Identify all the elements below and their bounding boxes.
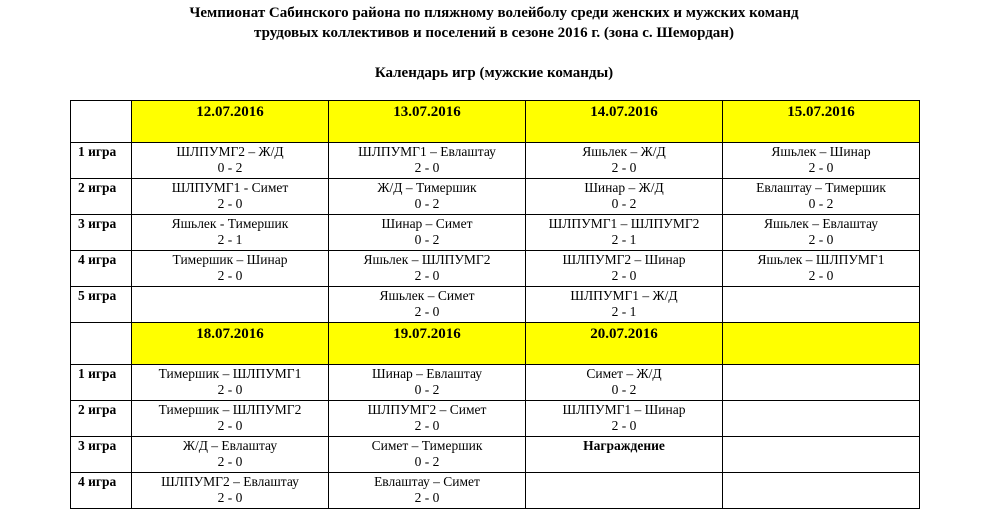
match-cell <box>526 437 723 473</box>
match-cell <box>723 401 920 437</box>
match-score: 0 - 2 <box>611 382 637 397</box>
match-teams: ШЛПУМГ2 – Ж/Д <box>176 144 284 159</box>
match-score: 2 - 0 <box>611 268 637 283</box>
match-score: 2 - 0 <box>217 382 243 397</box>
match-teams: Ж/Д – Евлаштау <box>182 438 278 453</box>
game-label: 1 игра <box>71 143 132 179</box>
match-cell <box>723 365 920 401</box>
match-score: 2 - 1 <box>611 304 637 319</box>
match-score: 2 - 0 <box>217 196 243 211</box>
game-label: 2 игра <box>71 401 132 437</box>
date-header: 20.07.2016 <box>526 323 723 365</box>
match-score: 0 - 2 <box>414 196 440 211</box>
game-row <box>71 251 920 287</box>
game-row <box>71 143 920 179</box>
match-teams: Яшьлек – ШЛПУМГ2 <box>363 252 491 267</box>
match-cell <box>723 143 920 179</box>
match-cell <box>723 287 920 323</box>
match-teams: ШЛПУМГ1 – Шинар <box>562 402 686 417</box>
match-score: 0 - 2 <box>414 232 440 247</box>
match-teams: Евлаштау – Тимершик <box>756 180 886 195</box>
match-score: 2 - 0 <box>414 160 440 175</box>
match-score: 2 - 1 <box>217 232 243 247</box>
match-score: 2 - 0 <box>808 160 834 175</box>
match-cell <box>329 251 526 287</box>
game-label: 1 игра <box>71 365 132 401</box>
game-row <box>71 437 920 473</box>
match-cell <box>723 437 920 473</box>
match-teams: ШЛПУМГ1 - Симет <box>171 180 289 195</box>
match-cell <box>329 437 526 473</box>
date-header: 15.07.2016 <box>723 101 920 143</box>
game-label: 5 игра <box>71 287 132 323</box>
match-teams: Шинар – Ж/Д <box>584 180 664 195</box>
match-cell <box>526 401 723 437</box>
match-score: 2 - 0 <box>414 418 440 433</box>
match-cell <box>526 365 723 401</box>
match-cell <box>132 365 329 401</box>
match-cell <box>526 251 723 287</box>
match-teams: ШЛПУМГ1 – ШЛПУМГ2 <box>548 216 700 231</box>
match-cell <box>329 401 526 437</box>
match-score: 2 - 0 <box>414 490 440 505</box>
match-cell <box>329 215 526 251</box>
game-label: 4 игра <box>71 473 132 509</box>
match-cell <box>723 179 920 215</box>
corner-cell <box>71 101 132 143</box>
match-teams: Яшьлек – Симет <box>379 288 475 303</box>
match-teams: Яшьлек – Евлаштау <box>763 216 879 231</box>
match-score: 2 - 0 <box>414 268 440 283</box>
match-teams: ШЛПУМГ1 – Евлаштау <box>358 144 496 159</box>
match-cell <box>132 401 329 437</box>
match-cell <box>132 215 329 251</box>
match-teams: ШЛПУМГ2 – Симет <box>367 402 487 417</box>
match-teams: Евлаштау – Симет <box>374 474 480 489</box>
match-teams: Яшьлек – Шинар <box>771 144 871 159</box>
match-cell <box>723 251 920 287</box>
match-score: 0 - 2 <box>414 382 440 397</box>
match-teams: Яшьлек – Ж/Д <box>582 144 666 159</box>
match-cell <box>132 251 329 287</box>
match-cell <box>723 473 920 509</box>
match-cell <box>329 287 526 323</box>
match-cell <box>329 365 526 401</box>
match-score: 2 - 0 <box>217 268 243 283</box>
game-row <box>71 473 920 509</box>
award-ceremony-label: Награждение <box>583 438 665 453</box>
game-row <box>71 287 920 323</box>
corner-cell <box>71 323 132 365</box>
match-teams: Ж/Д – Тимершик <box>377 180 477 195</box>
match-score: 2 - 1 <box>611 232 637 247</box>
match-cell <box>132 437 329 473</box>
game-row <box>71 401 920 437</box>
match-teams: Яшьлек – ШЛПУМГ1 <box>757 252 885 267</box>
match-cell <box>132 143 329 179</box>
championship-subtitle: трудовых коллективов и поселений в сезоне 2016 г. (зона с. Шемордан) <box>254 25 734 41</box>
match-score: 2 - 0 <box>808 232 834 247</box>
date-header-row <box>71 323 920 365</box>
match-teams: Симет – Тимершик <box>371 438 483 453</box>
date-header: 12.07.2016 <box>132 101 329 143</box>
match-cell <box>329 179 526 215</box>
match-score: 2 - 0 <box>217 418 243 433</box>
match-cell <box>723 215 920 251</box>
calendar-title: Календарь игр (мужские команды) <box>374 65 614 81</box>
match-teams: ШЛПУМГ2 – Шинар <box>562 252 686 267</box>
date-header: 13.07.2016 <box>329 101 526 143</box>
date-header: 14.07.2016 <box>526 101 723 143</box>
game-label: 3 игра <box>71 437 132 473</box>
schedule-table <box>70 100 920 509</box>
match-teams: Тимершик – ШЛПУМГ2 <box>158 402 302 417</box>
match-cell <box>132 473 329 509</box>
match-teams: ШЛПУМГ1 – Ж/Д <box>570 288 678 303</box>
match-score: 0 - 2 <box>414 454 440 469</box>
match-cell <box>132 179 329 215</box>
match-teams: Тимершик – Шинар <box>172 252 288 267</box>
match-cell <box>526 473 723 509</box>
game-row <box>71 179 920 215</box>
game-row <box>71 365 920 401</box>
match-score: 2 - 0 <box>611 418 637 433</box>
game-label: 4 игра <box>71 251 132 287</box>
date-header: 19.07.2016 <box>329 323 526 365</box>
match-cell <box>329 473 526 509</box>
game-label: 2 игра <box>71 179 132 215</box>
match-teams: Симет – Ж/Д <box>586 366 662 381</box>
match-score: 2 - 0 <box>808 268 834 283</box>
game-row <box>71 215 920 251</box>
match-cell <box>132 287 329 323</box>
match-score: 0 - 2 <box>217 160 243 175</box>
match-cell <box>329 143 526 179</box>
match-cell <box>526 287 723 323</box>
match-score: 2 - 0 <box>611 160 637 175</box>
match-cell <box>526 215 723 251</box>
match-teams: Шинар – Евлаштау <box>372 366 482 381</box>
match-teams: Шинар – Симет <box>381 216 473 231</box>
date-header: 18.07.2016 <box>132 323 329 365</box>
match-score: 2 - 0 <box>414 304 440 319</box>
match-score: 0 - 2 <box>808 196 834 211</box>
date-header-row <box>71 101 920 143</box>
championship-title: Чемпионат Сабинского района по пляжному волейболу среди женских и мужских команд <box>189 5 799 21</box>
match-score: 0 - 2 <box>611 196 637 211</box>
match-cell <box>526 179 723 215</box>
game-label: 3 игра <box>71 215 132 251</box>
match-score: 2 - 0 <box>217 454 243 469</box>
match-teams: Яшьлек - Тимершик <box>171 216 289 231</box>
date-header <box>723 323 920 365</box>
match-score: 2 - 0 <box>217 490 243 505</box>
match-teams: ШЛПУМГ2 – Евлаштау <box>161 474 299 489</box>
match-cell <box>526 143 723 179</box>
match-teams: Тимершик – ШЛПУМГ1 <box>158 366 302 381</box>
